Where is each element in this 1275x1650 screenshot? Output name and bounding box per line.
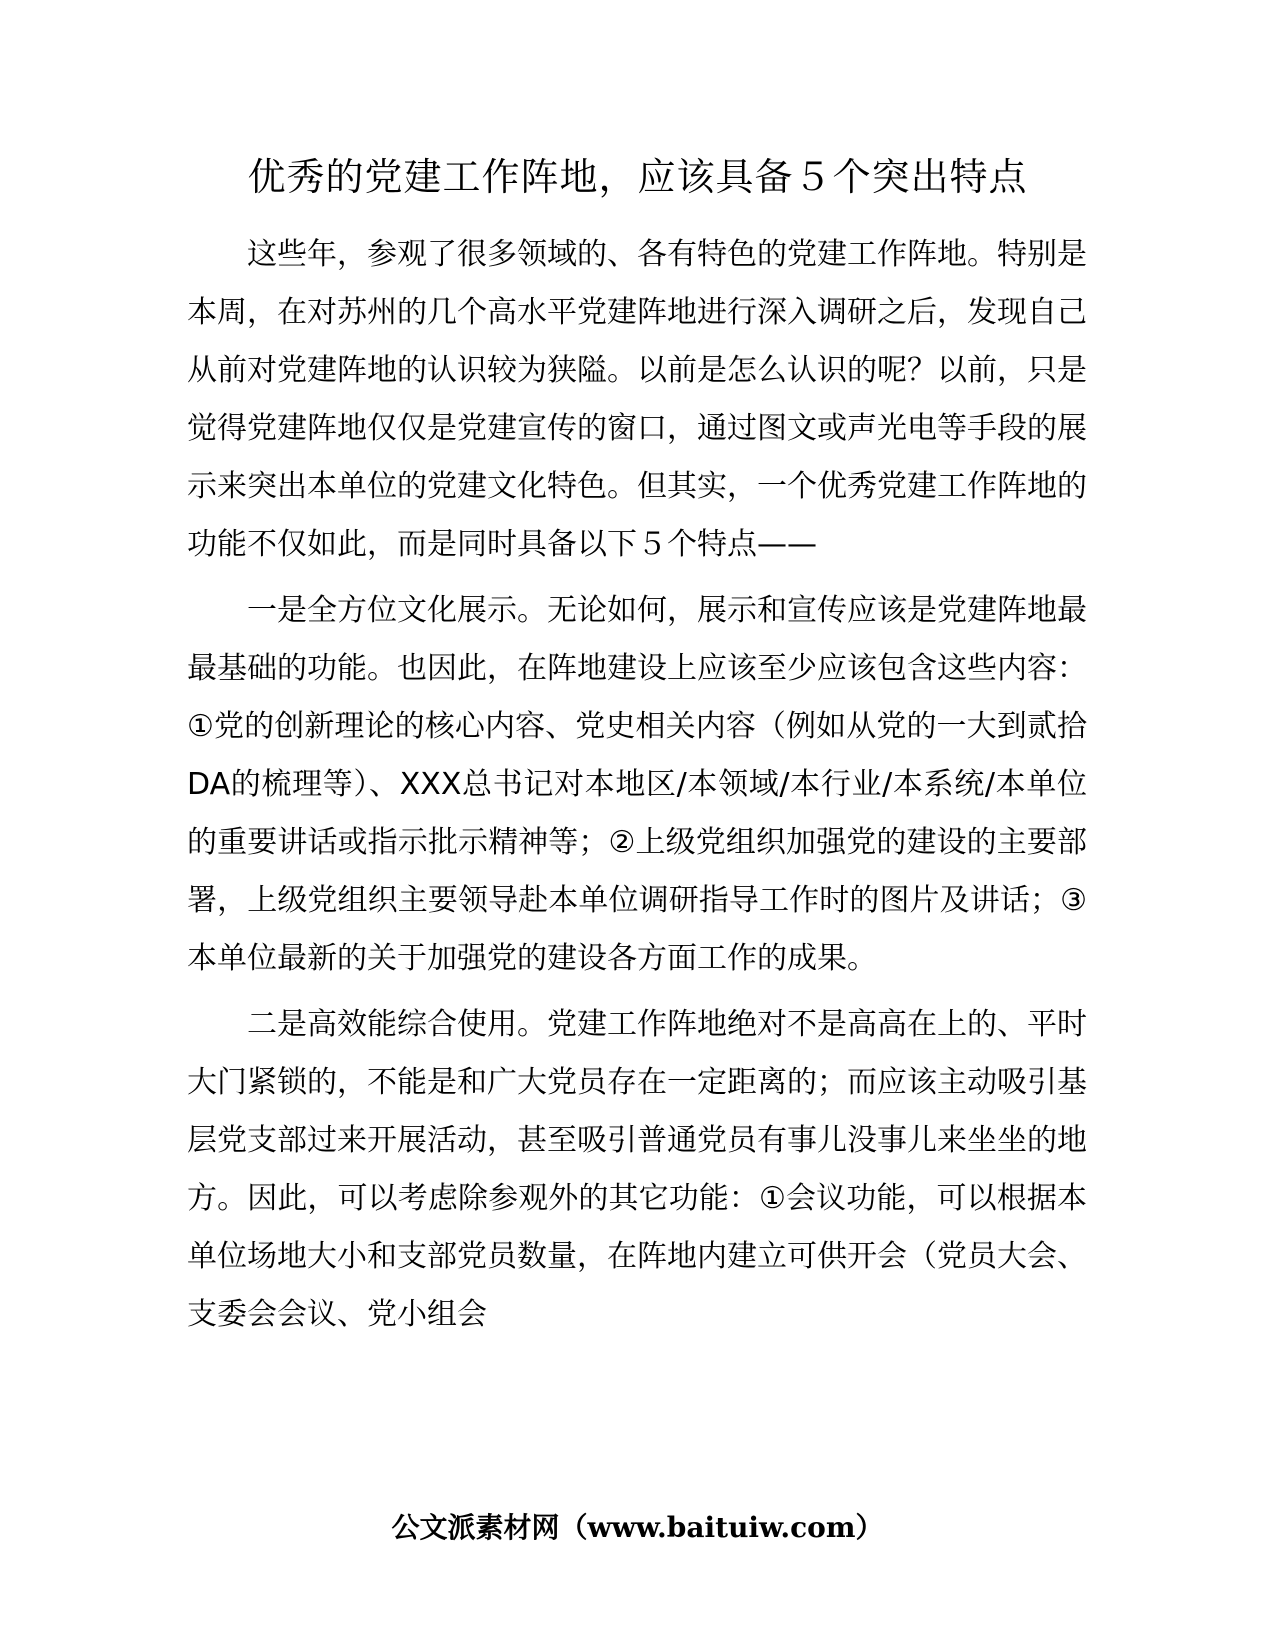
- document-body: [187, 226, 1087, 1352]
- document-title: 优秀的党建工作阵地，应该具备５个突出特点: [247, 155, 1028, 199]
- footer-watermark: 公文派素材网（www.baituiw.com）: [391, 1511, 884, 1544]
- paragraph-point-two: 二是高效能综合使用。党建工作阵地绝对不是高高在上的、平时大门紧锁的，不能是和广大党员存在一定距离的；而应该主动吸引基层党支部过来开展活动，甚至吸引普通党员有事儿没事儿来坐坐的地方。因此，可以考虑除参观外的其它功能：①会议功能，可以根据本单位场地大小和支部党员数量，在阵地内建立可供开会（党员大会、支委会会议、党小组会: [187, 1007, 1087, 1332]
- paragraph-intro: 这些年，参观了很多领域的、各有特色的党建工作阵地。特别是本周，在对苏州的几个高水平党建阵地进行深入调研之后，发现自己从前对党建阵地的认识较为狭隘。以前是怎么认识的呢？以前，只是觉得党建阵地仅仅是党建宣传的窗口，通过图文或声光电等手段的展示来突出本单位的党建文化特色。但其实，一个优秀党建工作阵地的功能不仅如此，而是同时具备以下５个特点——: [187, 237, 1087, 562]
- paragraph-point-one: 一是全方位文化展示。无论如何，展示和宣传应该是党建阵地最最基础的功能。也因此，在阵地建设上应该至少应该包含这些内容：①党的创新理论的核心内容、党史相关内容（例如从党的一大到贰拾DA的梳理等）、XXX总书记对本地区/本领域/本行业/本系统/本单位的重要讲话或指示批示精神等；②上级党组织加强党的建设的主要部署，上级党组织主要领导赴本单位调研指导工作时的图片及讲话；③本单位最新的关于加强党的建设各方面工作的成果。: [187, 593, 1087, 976]
